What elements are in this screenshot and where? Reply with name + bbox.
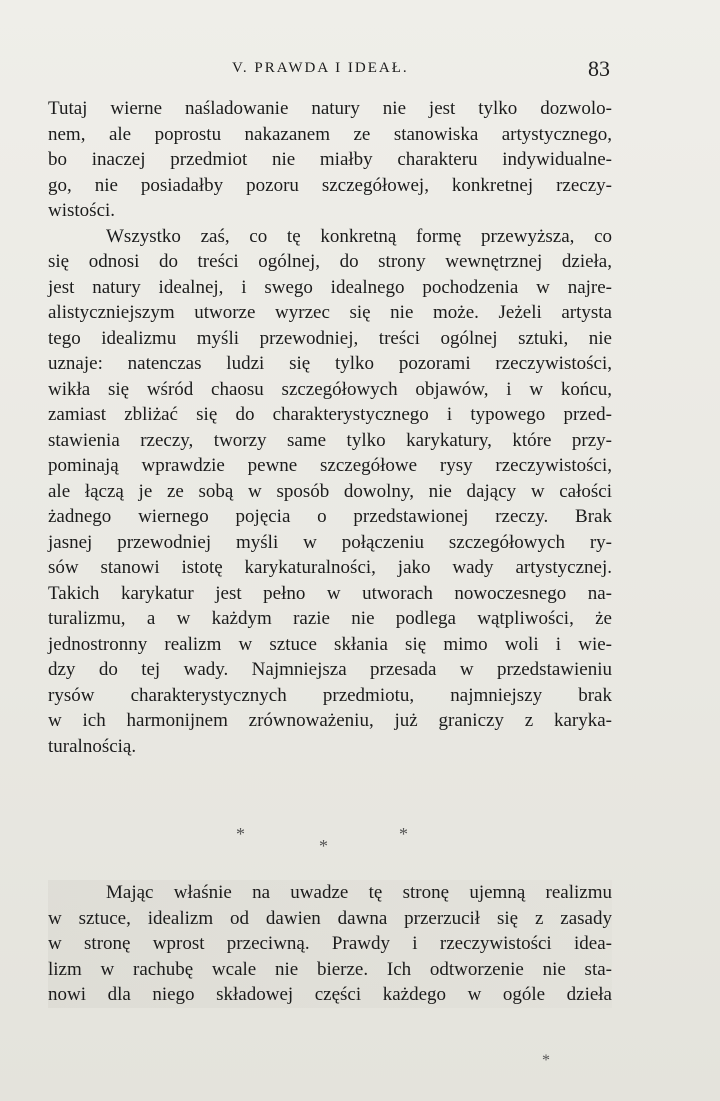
- text-line: dzy do tej wady. Najmniejsza przesada w przedstawieniu: [48, 659, 612, 680]
- text-line: turalnością.: [48, 735, 137, 757]
- text-line: jest natury idealnej, i swego idealnego pochodzenia w najre-: [48, 276, 612, 298]
- text-line: tego idealizmu myśli przewodniej, treści ogólnej sztuki, nie: [48, 327, 612, 349]
- text-line: Tutaj wierne naśladowanie natury nie jest tylko dozwolo-: [48, 98, 612, 119]
- printer-mark: *: [542, 1052, 550, 1069]
- text-line: go, nie posiadałby pozoru szczegółowej, konkretnej rzeczy-: [48, 174, 612, 196]
- paragraph-block-1: [48, 96, 612, 759]
- page-number: 83: [588, 56, 610, 81]
- text-line: wistości.: [48, 200, 116, 221]
- text-line: lizm w rachubę wcale nie bierze. Ich odtworzenie nie sta-: [48, 958, 612, 980]
- text-line: nem, ale poprostu nakazanem ze stanowiska artystycznego,: [48, 123, 612, 145]
- text-line: stawienia rzeczy, tworzy same tylko karykatury, które przy-: [48, 429, 612, 451]
- text-line: rysów charakterystycznych przedmiotu, najmniejszy brak: [48, 684, 612, 706]
- text-line: nowi dla niego składowej części każdego w ogóle dzieła: [48, 984, 612, 1005]
- paragraph-block-2: [48, 880, 612, 1008]
- text-line: w sztuce, idealizm od dawien dawna przerzucił się z zasady: [48, 907, 612, 929]
- text-line: sów stanowi istotę karykaturalności, jako wady artystycznej.: [48, 557, 612, 578]
- asterisk: *: [236, 824, 245, 844]
- text-line: w ich harmonijnem zrównoważeniu, już graniczy z karyka-: [48, 710, 612, 731]
- text-line: jednostronny realizm w sztuce skłania się mimo woli i wie-: [48, 633, 612, 655]
- text-line: wikła się wśród chaosu szczegółowych objawów, i w końcu,: [48, 378, 612, 400]
- section-separator: [0, 822, 720, 862]
- text-line: Takich karykatur jest pełno w utworach nowoczesnego na-: [48, 582, 612, 604]
- text-line: alistyczniejszym utworze wyrzec się nie może. Jeżeli artysta: [48, 302, 612, 323]
- text-line: Mając właśnie na uwadze tę stronę ujemną realizmu: [106, 882, 612, 903]
- text-line: pominają wprawdzie pewne szczegółowe rysy rzeczywistości,: [48, 455, 612, 476]
- text-line: żadnego wiernego pojęcia o przedstawionej rzeczy. Brak: [48, 506, 612, 527]
- text-line: bo inaczej przedmiot nie miałby charakteru indywidualne-: [48, 149, 612, 170]
- running-title: V. PRAWDA I IDEAŁ.: [232, 60, 409, 76]
- text-line: Wszystko zaś, co tę konkretną formę przewyższa, co: [106, 225, 612, 247]
- text-line: turalizmu, a w każdym razie nie podlega wątpliwości, że: [48, 608, 612, 629]
- asterisk: *: [399, 824, 408, 844]
- text-line: zamiast zbliżać się do charakterystycznego i typowego przed-: [48, 404, 612, 425]
- text-line: w stronę wprost przeciwną. Prawdy i rzeczywistości idea-: [48, 933, 612, 954]
- text-line: jasnej przewodniej myśli w połączeniu szczegółowych ry-: [48, 531, 612, 553]
- asterisk: *: [319, 836, 328, 856]
- page-header: [0, 56, 720, 86]
- text-line: się odnosi do treści ogólnej, do strony wewnętrznej dzieła,: [48, 251, 612, 272]
- text-line: ale łączą je ze sobą w sposób dowolny, nie dający w całości: [48, 480, 612, 502]
- text-line: uznaje: natenczas ludzi się tylko pozorami rzeczywistości,: [48, 353, 612, 374]
